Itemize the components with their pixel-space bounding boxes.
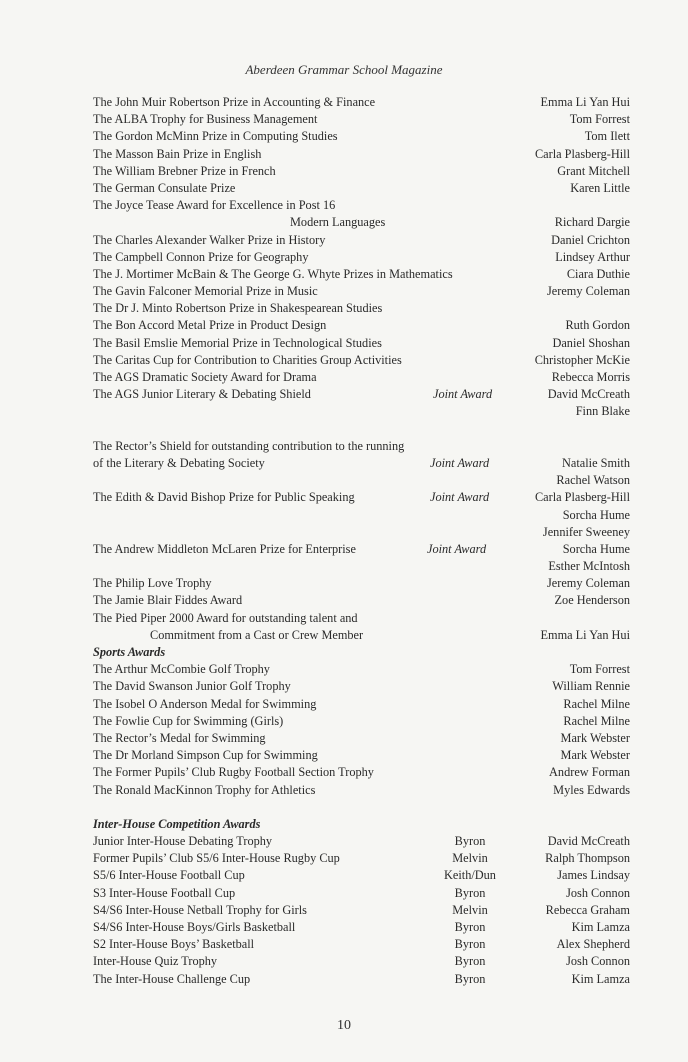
award-title: The David Swanson Junior Golf Trophy [93,679,291,694]
recipient-name: Mark Webster [560,730,630,745]
recipient-name: David McCreath [547,387,630,402]
recipient-name: James Lindsay [557,868,630,883]
recipient-name: Emma Li Yan Hui [540,627,630,642]
award-title: The Arthur McCombie Golf Trophy [93,662,270,677]
award-row [0,782,688,799]
award-title: The ALBA Trophy for Business Management [93,112,318,127]
recipient-name: Ruth Gordon [565,318,630,333]
recipient-name: Rebecca Graham [545,902,630,917]
award-row [0,232,688,249]
recipient-name: Josh Connon [566,954,630,969]
award-row [0,592,688,609]
award-row [0,850,688,867]
award-title: The Former Pupils’ Club Rugby Football Section Trophy [93,765,374,780]
recipient-name: Carla Plasberg-Hill [534,146,630,161]
award-row [0,764,688,781]
recipient-name: Tom Ilett [584,129,630,144]
recipient-name: Richard Dargie [554,215,630,230]
award-row [0,936,688,953]
recipient-name: Kim Lamza [571,920,630,934]
award-title: The Gavin Falconer Memorial Prize in Music [93,284,318,299]
award-title: Modern Languages [290,215,386,230]
award-title: The Philip Love Trophy [93,576,212,591]
award-title: Inter-House Quiz Trophy [93,954,218,969]
house-name: Byron [454,971,486,986]
award-title: The German Consulate Prize [93,180,236,195]
recipient-name: Daniel Shoshan [552,335,630,350]
recipient-name: Zoe Henderson [554,593,630,608]
joint-award-note: Joint Award [430,455,490,470]
award-title: The Dr Morland Simpson Cup for Swimming [93,748,318,763]
spacer [0,799,688,816]
recipient-name: Kim Lamza [571,971,630,986]
award-row [0,369,688,386]
section-heading: Inter-House Competition Awards [93,816,261,831]
award-title: Junior Inter-House Debating Trophy [93,834,273,849]
joint-award-note: Joint Award [427,541,487,556]
house-name: Byron [454,937,486,952]
award-title: The Pied Piper 2000 Award for outstanding talent and [93,610,358,625]
award-title: The AGS Dramatic Society Award for Drama [93,370,317,384]
recipient-name: Esther McIntosh [548,559,630,574]
award-row [0,507,688,524]
recipient-name: Grant Mitchell [557,163,630,178]
recipient-name: David McCreath [547,834,630,849]
award-row [0,575,688,592]
award-title: The J. Mortimer McBain & The George G. Whyte Prizes in Mathematics [93,266,453,281]
award-row [0,524,688,541]
house-name: Byron [454,920,486,934]
award-row [0,885,688,902]
award-title: The Edith & David Bishop Prize for Public Speaking [93,490,355,505]
award-row [0,386,688,403]
award-title: The Bon Accord Metal Prize in Product Design [93,318,327,333]
award-title: Commitment from a Cast or Crew Member [150,627,364,642]
award-row [0,283,688,300]
award-row [0,94,688,111]
award-row [0,455,688,472]
recipient-name: Tom Forrest [569,112,630,127]
award-title: The Gordon McMinn Prize in Computing Studies [93,129,338,144]
award-row [0,730,688,747]
recipient-name: Rachel Milne [563,696,630,711]
award-row [0,197,688,214]
award-row [0,541,688,558]
award-title: The Inter-House Challenge Cup [93,971,251,986]
award-title: The Andrew Middleton McLaren Prize for Enterprise [93,541,356,556]
award-title: of the Literary & Debating Society [93,455,265,470]
award-title: S4/S6 Inter-House Netball Trophy for Girls [93,902,307,917]
award-row [0,403,688,420]
running-header: Aberdeen Grammar School Magazine [245,62,443,77]
award-row [0,971,688,988]
award-row [0,317,688,334]
recipient-name: Jeremy Coleman [547,576,630,591]
award-title: The Joyce Tease Award for Excellence in Post 16 [93,198,336,213]
award-row [0,128,688,145]
recipient-name: Sorcha Hume [562,507,630,522]
recipient-name: Alex Shepherd [556,937,630,952]
house-name: Byron [454,885,486,900]
award-title: The Masson Bain Prize in English [93,146,262,161]
recipient-name: William Rennie [552,679,630,694]
house-name: Melvin [452,902,488,917]
joint-award-note: Joint Award [433,387,493,402]
award-row [0,713,688,730]
award-title: The Ronald MacKinnon Trophy for Athletics [93,782,316,797]
award-row [0,146,688,163]
award-row [0,627,688,644]
house-name: Byron [454,954,486,969]
award-title: S2 Inter-House Boys’ Basketball [93,937,255,952]
awards-list [0,94,688,988]
award-title: The Rector’s Medal for Swimming [93,730,266,745]
award-title: S4/S6 Inter-House Boys/Girls Basketball [93,920,296,934]
recipient-name: Josh Connon [566,885,630,900]
award-row [0,163,688,180]
recipient-name: Tom Forrest [569,662,630,677]
award-row [0,472,688,489]
section-heading-row [0,644,688,661]
recipient-name: Finn Blake [575,404,630,419]
recipient-name: Rachel Milne [563,713,630,728]
award-row [0,902,688,919]
recipient-name: Jeremy Coleman [547,284,630,299]
recipient-name: Sorcha Hume [562,541,630,556]
award-title: The Rector’s Shield for outstanding contribution to the running [93,438,405,453]
recipient-name: Carla Plasberg-Hill [534,490,630,505]
award-title: The Jamie Blair Fiddes Award [93,593,243,608]
award-row [0,111,688,128]
award-title: S5/6 Inter-House Football Cup [93,868,245,883]
award-title: The Isobel O Anderson Medal for Swimming [93,696,317,711]
house-name: Melvin [452,851,488,866]
recipient-name: Lindsey Arthur [555,249,630,264]
recipient-name: Daniel Crichton [551,232,630,247]
award-row [0,249,688,266]
award-row [0,747,688,764]
spacer [0,421,688,438]
award-title: The Caritas Cup for Contribution to Charities Group Activities [93,352,402,367]
recipient-name: Ciara Duthie [566,266,630,281]
recipient-name: Rachel Watson [556,473,630,488]
award-title: The Dr J. Minto Robertson Prize in Shakespearean Studies [93,301,383,316]
joint-award-note: Joint Award [430,490,490,505]
award-title: The John Muir Robertson Prize in Accounting & Finance [93,95,376,109]
award-row [0,696,688,713]
award-row [0,919,688,936]
recipient-name: Jennifer Sweeney [542,524,630,539]
award-title: S3 Inter-House Football Cup [93,885,236,900]
award-title: The William Brebner Prize in French [93,163,276,178]
recipient-name: Emma Li Yan Hui [540,95,630,109]
award-title: The Charles Alexander Walker Prize in History [93,232,326,247]
award-row [0,214,688,231]
award-row [0,438,688,455]
award-row [0,953,688,970]
award-row [0,300,688,317]
award-title: The Campbell Connon Prize for Geography [93,249,309,264]
award-row [0,661,688,678]
award-row [0,335,688,352]
recipient-name: Myles Edwards [553,782,630,797]
award-row [0,180,688,197]
section-heading-row [0,816,688,833]
page-number: 10 [337,1018,351,1033]
award-title: The Basil Emslie Memorial Prize in Technological Studies [93,335,382,350]
award-row [0,867,688,884]
award-row [0,678,688,695]
award-row [0,489,688,506]
award-row [0,610,688,627]
recipient-name: Christopher McKie [534,352,630,367]
award-row [0,558,688,575]
award-title: The Fowlie Cup for Swimming (Girls) [93,713,284,728]
award-title: Former Pupils’ Club S5/6 Inter-House Rugby Cup [93,851,340,866]
award-title: The AGS Junior Literary & Debating Shield [93,387,311,402]
recipient-name: Karen Little [570,180,630,195]
recipient-name: Rebecca Morris [551,370,630,384]
award-row [0,352,688,369]
award-row [0,833,688,850]
recipient-name: Andrew Forman [549,765,630,780]
house-name: Keith/Dun [444,868,496,883]
recipient-name: Mark Webster [560,748,630,763]
recipient-name: Natalie Smith [562,455,630,470]
recipient-name: Ralph Thompson [545,851,630,866]
award-row [0,266,688,283]
section-heading: Sports Awards [93,645,166,659]
house-name: Byron [454,834,486,849]
